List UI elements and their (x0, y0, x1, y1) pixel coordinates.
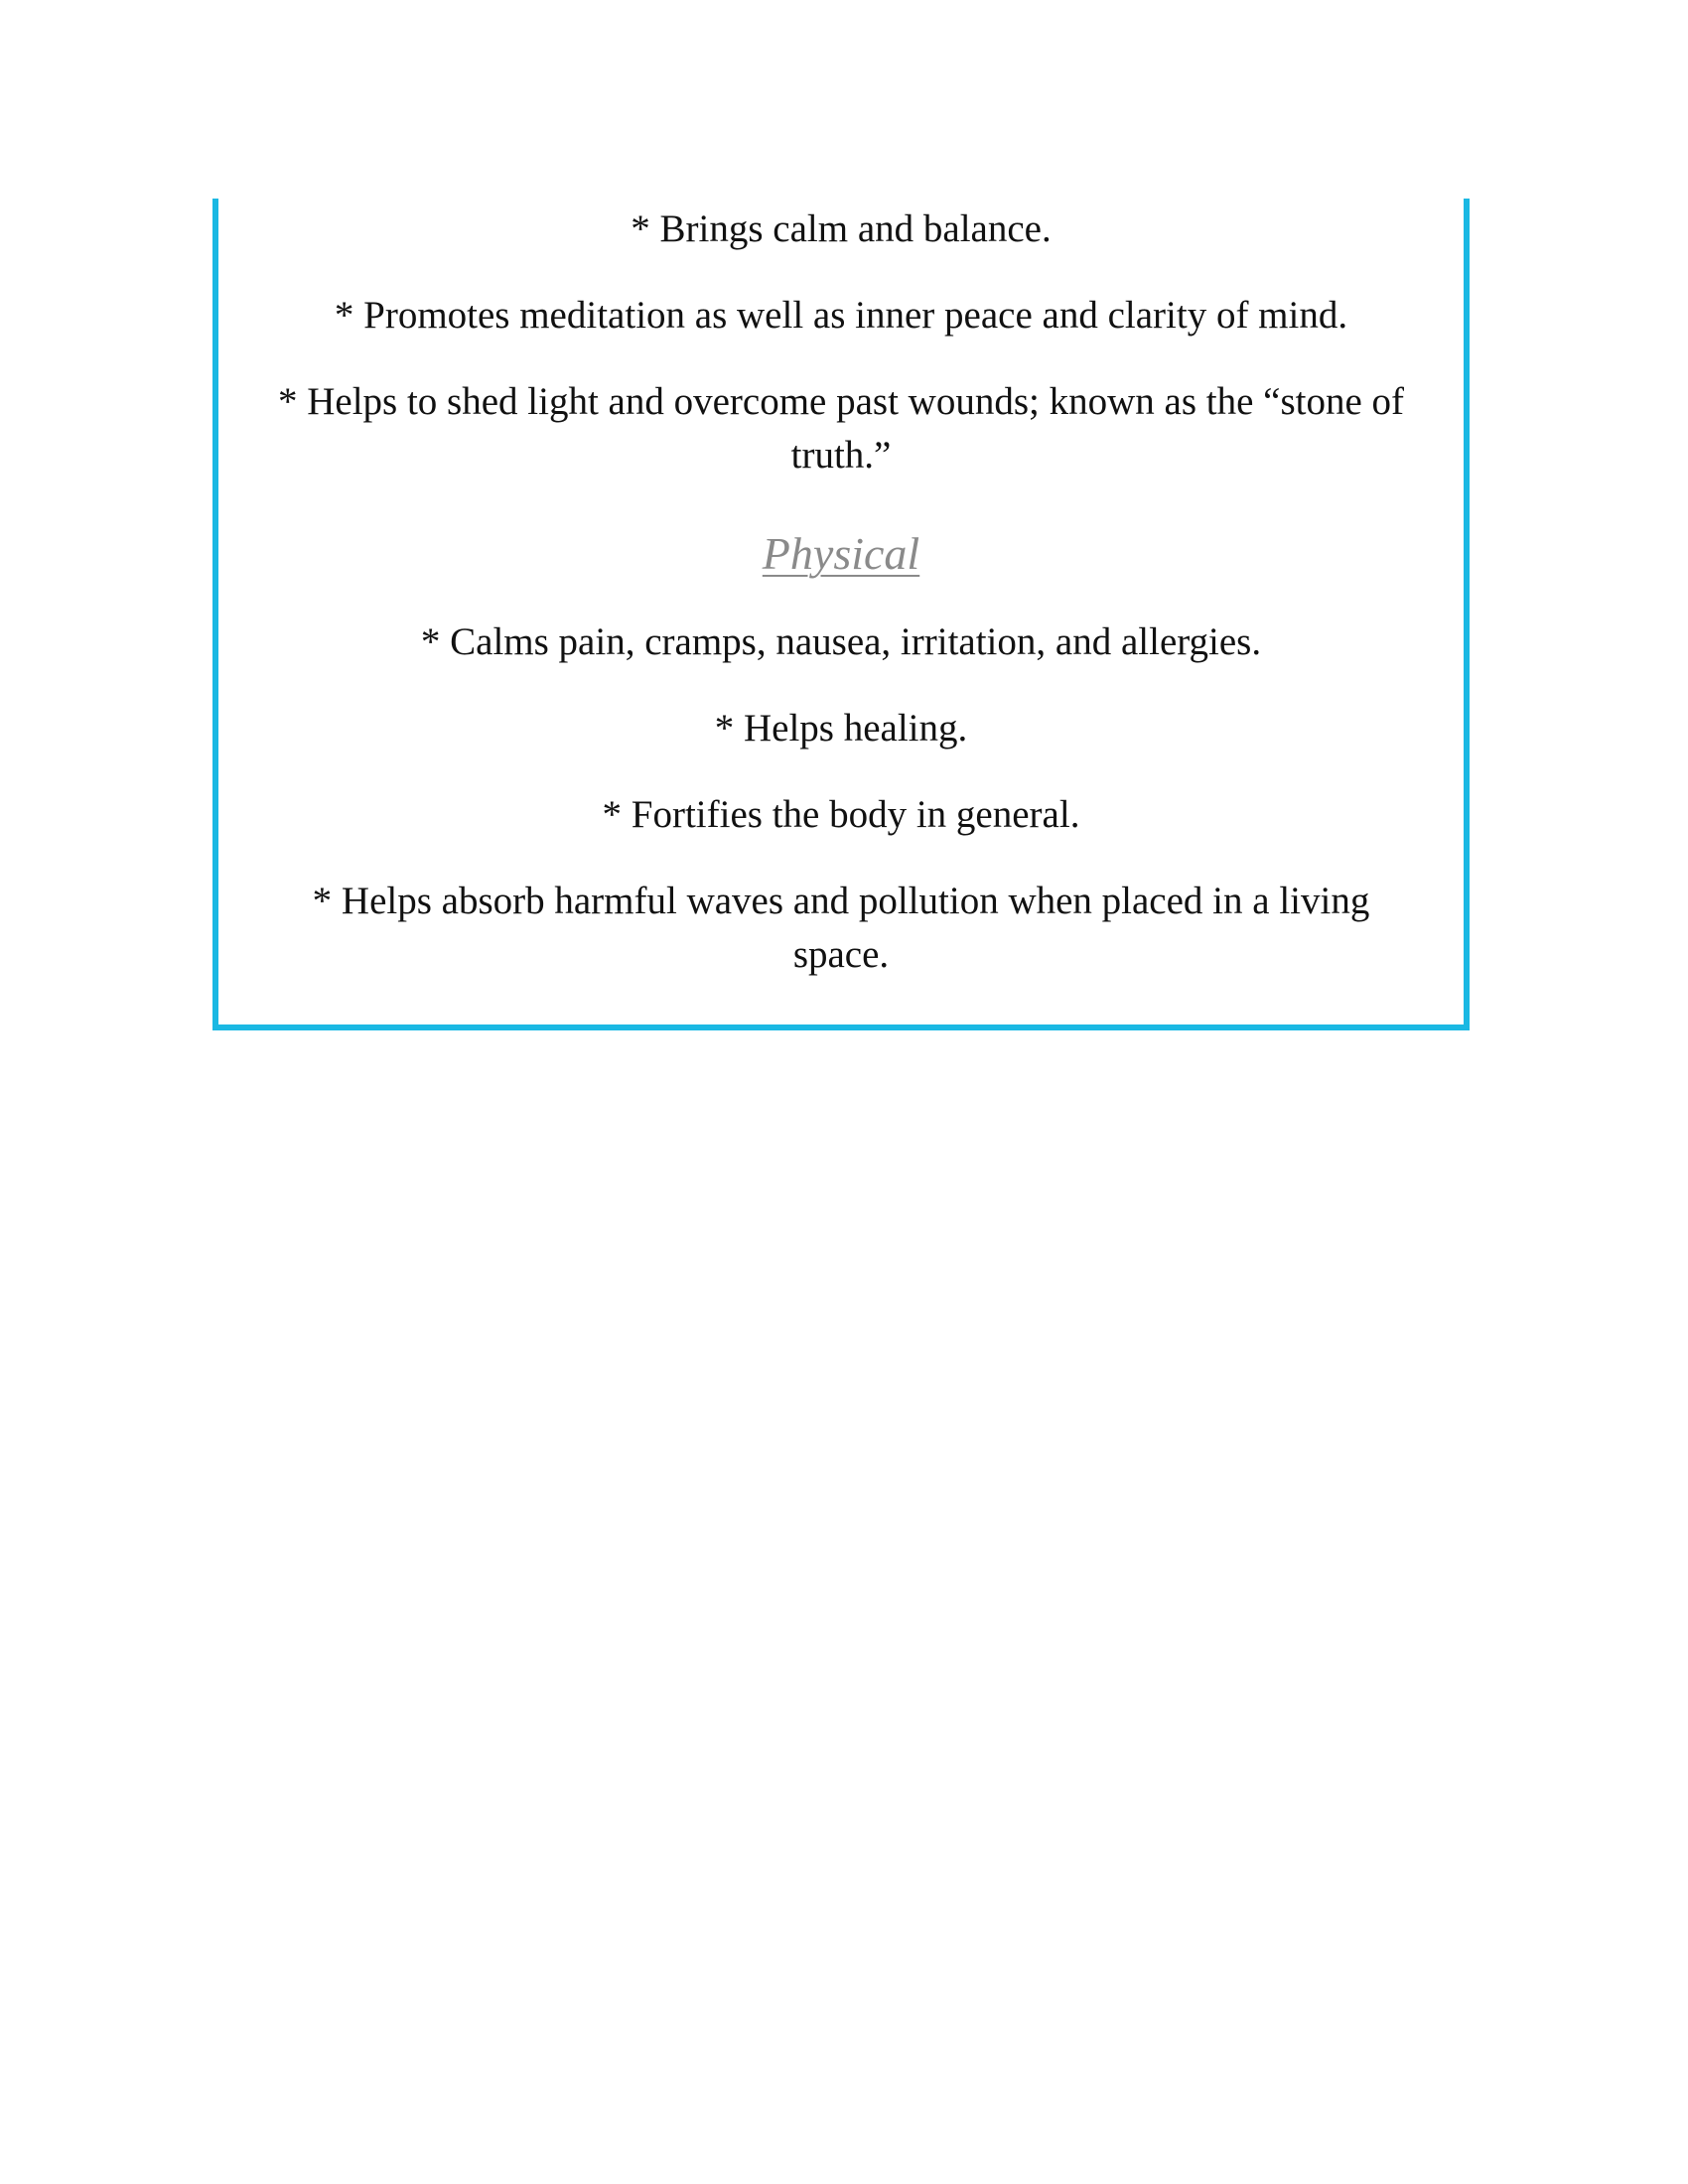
list-item: * Brings calm and balance. (631, 207, 1052, 250)
list-item: * Helps absorb harmful waves and pollution when placed in a living space. (312, 880, 1370, 976)
list-item: * Calms pain, cramps, nausea, irritation, and allergies. (420, 620, 1262, 663)
section-heading-physical: Physical (762, 528, 920, 579)
list-item: * Helps healing. (714, 707, 968, 750)
list-item: * Promotes meditation as well as inner peace and clarity of mind. (334, 294, 1348, 337)
list-item: * Helps to shed light and overcome past wounds; known as the “stone of truth.” (277, 380, 1405, 477)
bordered-content-box (212, 199, 1470, 1030)
list-item: * Fortifies the body in general. (602, 793, 1080, 836)
